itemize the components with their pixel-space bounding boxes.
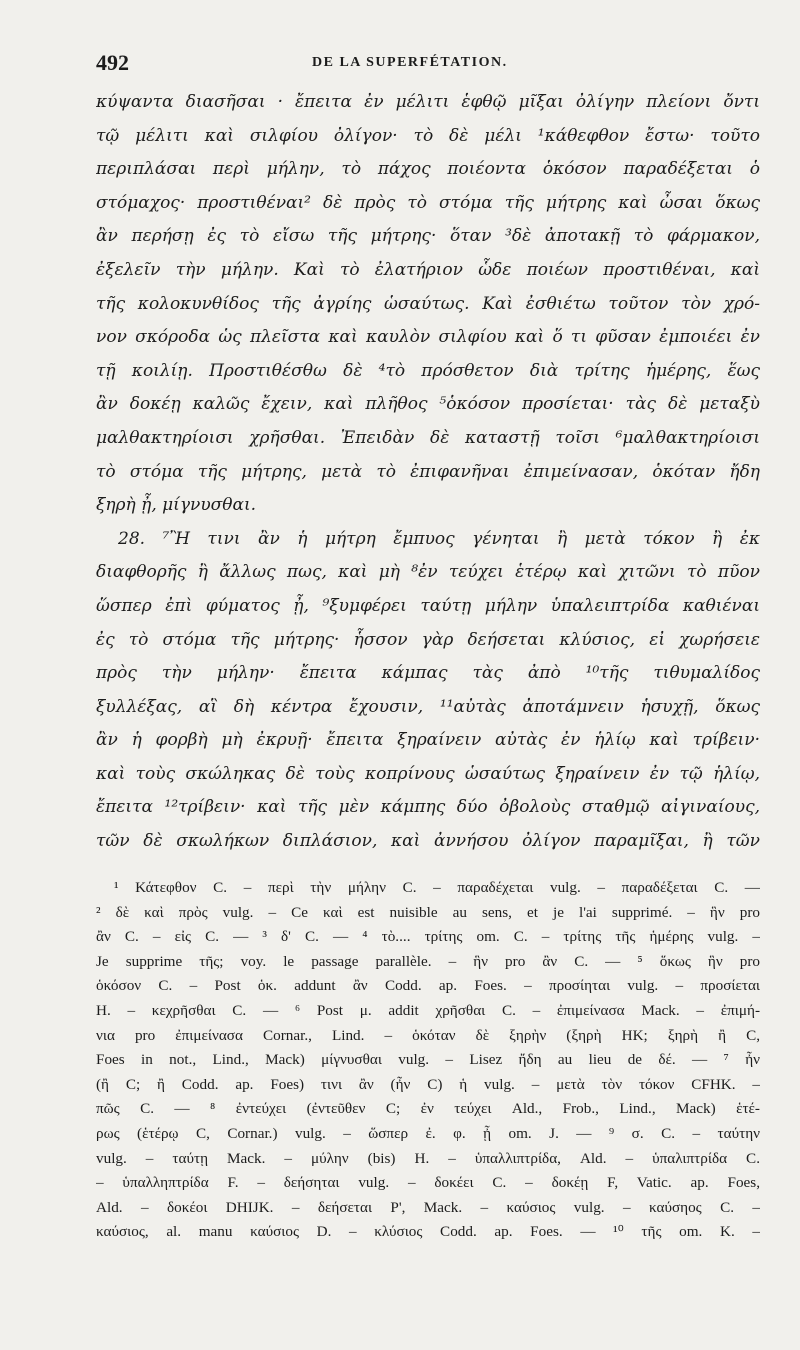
footnote-line: καύσιος, al. manu καύσιος D. – κλύσιος Codd. ap. Foes. — ¹⁰ τῆς om. K. – (96, 1223, 760, 1241)
text-line: τῆς κολοκυνθίδος τῆς ἀγρίης ὡσαύτως. Καὶ ἐσθιέτω τοῦτον τὸν χρό- (96, 293, 760, 314)
footnote-line: vulg. – ταύτῃ Mack. – μύλην (bis) H. – ὑπαλλιπτρίδα, Ald. – ὑπαλιπτρίδα C. (96, 1149, 760, 1167)
text-line: νον σκόροδα ὡς πλεῖστα καὶ καυλὸν σιλφίου καὶ ὅ τι φῦσαν ἐμποιέει ἐν (96, 327, 760, 348)
footnote-line: Je supprime τῆς; voy. le passage parallèle. – ἣν pro ἂν C. — ⁵ ὅκως ἣν pro (96, 952, 760, 970)
footnote-line: Foes in not., Lind., Mack) μίγνυσθαι vulg. – Lisez ἤδη au lieu de δέ. — ⁷ ἦν (96, 1051, 760, 1069)
main-text (96, 86, 760, 859)
text-line: ἐξελεῖν τὴν μήλην. Καὶ τὸ ἐλατήριον ὧδε ποιέων προστιθέναι, καὶ (96, 259, 760, 280)
footnote-line: H. – κεχρῆσθαι C. — ⁶ Post μ. addit χρῆσθαι C. – ἐπιμείνασα Mack. – ἐπιμή- (96, 1001, 760, 1019)
text-line: στόμαχος· προστιθέναι² δὲ πρὸς τὸ στόμα τῆς μήτρης καὶ ὦσαι ὅκως (96, 192, 760, 213)
page-header (96, 50, 758, 80)
text-line: τῷ μέλιτι καὶ σιλφίου ὀλίγον· τὸ δὲ μέλι ¹κάθεφθον ἔστω· τοῦτο (96, 125, 760, 146)
footnote-line: – ὑπαλληπτρίδα F. – δεήσηται vulg. – δοκέει C. – δοκέῃ F, Vatic. ap. Foes, (96, 1174, 760, 1192)
text-line: ἂν δοκέῃ καλῶς ἔχειν, καὶ πλῆθος ⁵ὁκόσον προσίεται· τὰς δὲ μεταξὺ (96, 394, 760, 415)
text-line: 28. ⁷Ἢ τινι ἂν ἡ μήτρη ἔμπυος γένηται ἢ μετὰ τόκον ἢ ἐκ (118, 528, 760, 549)
text-line: κύψαντα διασῆσαι · ἔπειτα ἐν μέλιτι ἑφθῷ μῖξαι ὀλίγην πλείονι ὄντι (96, 92, 760, 112)
text-line: ἐς τὸ στόμα τῆς μήτρης· ἧσσον γὰρ δεήσεται κλύσιος, εἰ χωρήσειε (96, 629, 760, 650)
footnote-line: Ald. – δοκέοι DHIJK. – δεήσεται P', Mack. – καύσιος vulg. – καύσηος C. – (96, 1198, 760, 1216)
footnote-line: ἂν C. – εἰς C. — ³ δ' C. — ⁴ τὸ.... τρίτης om. C. – τρίτης τῆς ἡμέρης vulg. – (96, 928, 760, 946)
text-line: ἔπειτα ¹²τρίβειν· καὶ τῆς μὲν κάμπης δύο ὀβολοὺς σταθμῷ αἰγιναίους, (96, 797, 760, 818)
footnotes (96, 876, 760, 1245)
text-line: μαλθακτηρίοισι χρῆσθαι. Ἐπειδὰν δὲ καταστῇ τοῖσι ⁶μαλθακτηρίοισι (96, 427, 760, 448)
text-line: ἂν ἡ φορβὴ μὴ ἐκρυῇ· ἔπειτα ξηραίνειν αὐτὰς ἐν ἡλίῳ καὶ τρίβειν· (96, 730, 760, 751)
text-line: πρὸς τὴν μήλην· ἔπειτα κάμπας τὰς ἀπὸ ¹⁰τῆς τιθυμαλίδος (96, 663, 760, 684)
footnote-line: ² δὲ καὶ πρὸς vulg. – Ce καὶ est nuisible au sens, et je l'ai supprimé. – ἣν pro (96, 903, 760, 921)
text-line: καὶ τοὺς σκώληκας δὲ τοὺς κοπρίνους ὡσαύτως ξηραίνειν ἐν τῷ ἡλίῳ, (96, 763, 760, 784)
text-line: ὥσπερ ἐπὶ φύματος ᾖ, ⁹ξυμφέρει ταύτῃ μήλην ὑπαλειπτρίδα καθιέναι (96, 595, 760, 616)
text-line: ξηρὴ ᾖ, μίγνυσθαι. (96, 495, 257, 516)
page-number: 492 (96, 50, 129, 75)
footnote-line: ¹ Κάτεφθον C. – περὶ τὴν μήλην C. – παραδέχεται vulg. – παραδέξεται C. — (114, 879, 760, 896)
text-line: διαφθορῆς ἢ ἄλλως πως, καὶ μὴ ⁸ἐν τεύχει ἑτέρῳ καὶ χιτῶνι τὸ πῦον (96, 562, 760, 583)
footnote-line: νια pro ἐπιμείνασα Cornar., Lind. – ὁκόταν δὲ ξηρὴν (ξηρὴ HK; ξηρὴ ἢ C, (96, 1026, 760, 1044)
text-line: ἂν περήσῃ ἐς τὸ εἴσω τῆς μήτρης· ὅταν ³δὲ ἀποτακῇ τὸ φάρμακον, (96, 226, 760, 247)
text-line: τῶν δὲ σκωλήκων διπλάσιον, καὶ ἀννήσου ὀλίγον παραμῖξαι, ἢ τῶν (96, 831, 760, 852)
footnote-line: πῶς C. — ⁸ ἐντεύχει (ἐντεῦθεν C; ἐν τεύχει Ald., Frob., Lind., Mack) ἑτέ- (96, 1100, 760, 1118)
footnote-line: (ἢ C; ἢ Codd. ap. Foes) τινι ἂν (ἦν C) ἡ vulg. – μετὰ τὸν τόκον CFHK. – (96, 1075, 760, 1093)
text-line: περιπλάσαι περὶ μήλην, τὸ πάχος ποιέοντα ὁκόσον παραδέξεται ὁ (96, 159, 760, 180)
text-line: τῇ κοιλίῃ. Προστιθέσθω δὲ ⁴τὸ πρόσθετον διὰ τρίτης ἡμέρης, ἕως (96, 360, 760, 381)
footnote-line: ρως (ἑτέρῳ C, Cornar.) vulg. – ὥσπερ ἐ. φ. ᾖ om. J. — ⁹ σ. C. – ταύτην (96, 1124, 760, 1142)
text-line: τὸ στόμα τῆς μήτρης, μετὰ τὸ ἐπιφανῆναι ἐπιμείνασαν, ὁκόταν ἤδη (96, 461, 760, 482)
running-title: DE LA SUPERFÉTATION. (312, 55, 508, 70)
footnote-line: ὁκόσον C. – Post ὁκ. addunt ἂν Codd. ap. Foes. – προσίηται vulg. – προσίεται (96, 977, 760, 995)
text-line: ξυλλέξας, αἳ δὴ κέντρα ἔχουσιν, ¹¹αὐτὰς ἀποτάμνειν ἡσυχῇ, ὅκως (96, 696, 760, 717)
